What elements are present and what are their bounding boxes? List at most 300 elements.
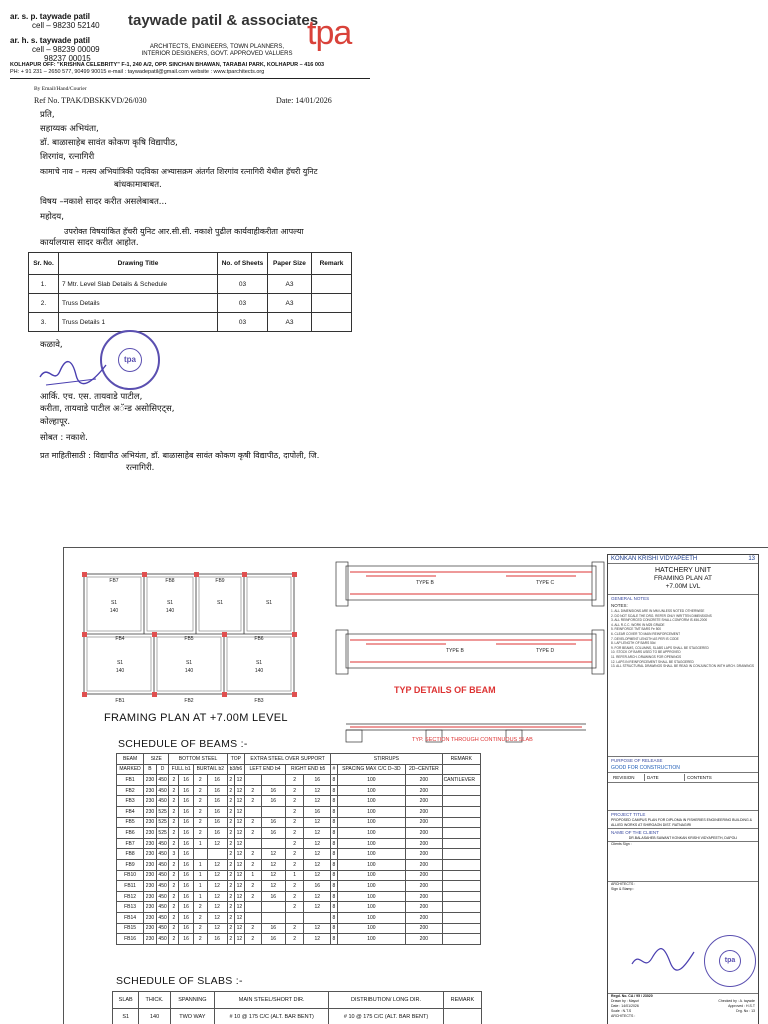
table-row xyxy=(117,912,481,923)
project-line3: +7.00M LVL xyxy=(665,583,701,590)
cell: 100 xyxy=(337,891,406,902)
cell: 8 xyxy=(331,902,337,913)
cell: 16 xyxy=(179,785,194,796)
registration-block xyxy=(608,993,758,1019)
cell: 1 xyxy=(286,870,304,881)
col-beam: BEAM xyxy=(117,754,144,765)
title-block-stamp xyxy=(704,935,756,987)
col-paper-size: Paper Size xyxy=(268,253,312,275)
table-row xyxy=(117,859,481,870)
cell: 450 xyxy=(156,891,169,902)
slab-thickness: 140 xyxy=(184,668,194,674)
cell: 16 xyxy=(261,785,286,796)
cell: 16 xyxy=(207,817,227,828)
architects-heading: ARCHITECTS : xyxy=(611,882,636,886)
cell: 2 xyxy=(169,859,179,870)
table-row xyxy=(117,923,481,934)
sheet-number: 13 xyxy=(748,556,755,562)
beam-mark-fb7: FB7 xyxy=(109,578,119,584)
framing-plan-title: FRAMING PLAN AT +7.00M LEVEL xyxy=(104,712,288,724)
cell: 200 xyxy=(406,934,442,945)
cell: # 10 @ 175 C/C (ALT. BAR BENT) xyxy=(214,1009,328,1024)
cell: 2 xyxy=(286,891,304,902)
cell: 200 xyxy=(406,775,442,786)
signatory-firm: करीता, तायवाडे पाटील अॅन्ड असोसिएट्स, xyxy=(40,404,175,414)
beam-mark-fb1: FB1 xyxy=(115,698,125,704)
col-stirrup-dia: # xyxy=(331,764,337,775)
cell xyxy=(245,902,262,913)
table-row xyxy=(117,785,481,796)
cell: 16 xyxy=(261,796,286,807)
cell: 8 xyxy=(331,849,337,860)
cell: 2 xyxy=(193,806,207,817)
drawing-scale: Scale : N.T.S xyxy=(611,1009,632,1013)
col-bottom-steel: BOTTOM STEEL xyxy=(169,754,227,765)
cell: 230 xyxy=(144,828,157,839)
enclosure-line: सोबत : नकाशे. xyxy=(40,433,88,443)
cell: 8 xyxy=(331,785,337,796)
architect-signature xyxy=(628,940,698,980)
table-row xyxy=(117,902,481,913)
note-item: 1. ALL DIMENSIONS ARE IN MM UNLESS NOTED OTHERWISE xyxy=(611,609,705,613)
cell: 2 xyxy=(286,785,304,796)
cell: FB9 xyxy=(117,859,144,870)
col-remark: Remark xyxy=(312,253,352,275)
cell: A3 xyxy=(268,294,312,313)
cell xyxy=(443,1009,481,1024)
col-contents: CONTENTS xyxy=(687,775,712,780)
cell: 16 xyxy=(179,859,194,870)
cell: 525 xyxy=(156,817,169,828)
firm-description xyxy=(122,44,312,58)
drawing-date: Date : 14/01/2026 xyxy=(611,1004,639,1008)
beam-mark-fb4: FB4 xyxy=(115,636,125,642)
stamp-text: tpa xyxy=(719,950,741,972)
cell: 2 xyxy=(169,817,179,828)
cell: 8 xyxy=(331,775,337,786)
cell xyxy=(261,775,286,786)
cell: 2 xyxy=(227,912,234,923)
cell: FB16 xyxy=(117,934,144,945)
slab-thickness: 140 xyxy=(115,668,125,674)
cell: 16 xyxy=(207,828,227,839)
cell: 200 xyxy=(406,902,442,913)
cell: 2 xyxy=(227,902,234,913)
cell: 12 xyxy=(304,923,331,934)
cell: 16 xyxy=(207,775,227,786)
cell: 12 xyxy=(234,891,244,902)
cell: 230 xyxy=(144,838,157,849)
firm-description-line2: INTERIOR DESIGNERS, GOVT. APPROVED VALUERS xyxy=(141,51,293,57)
col-sr-no: Sr. No. xyxy=(29,253,59,275)
cell: 2 xyxy=(169,912,179,923)
partner2-phone: cell – 98239 00009 xyxy=(32,45,100,54)
cell xyxy=(207,849,227,860)
cell: 230 xyxy=(144,881,157,892)
cell: 12 xyxy=(304,891,331,902)
notes-subheading: NOTES: xyxy=(611,603,628,608)
col-b: B xyxy=(144,764,157,775)
cell: 100 xyxy=(337,817,406,828)
cell: 230 xyxy=(144,912,157,923)
col-burtail-b2: BURTAIL b2 xyxy=(193,764,227,775)
cell: 8 xyxy=(331,838,337,849)
slab-mark: S1 xyxy=(265,600,273,606)
cell: 2 xyxy=(227,859,234,870)
signature xyxy=(36,355,116,395)
col-marked: MARKED xyxy=(117,764,144,775)
slab-mark: S1 xyxy=(255,660,263,666)
cell: 2 xyxy=(286,849,304,860)
cell: 12 xyxy=(304,828,331,839)
recipient-line1: सहाय्यक अभियंता, xyxy=(40,124,99,134)
body-line2: कार्यालयास सादर करीत आहोत. xyxy=(40,238,139,248)
cell: 2 xyxy=(227,838,234,849)
cell: 8 xyxy=(331,891,337,902)
cell: A3 xyxy=(268,275,312,294)
cell: 12 xyxy=(207,881,227,892)
cell: 12 xyxy=(304,934,331,945)
col-date: DATE xyxy=(645,774,685,781)
cell: 12 xyxy=(234,796,244,807)
table-row xyxy=(113,1009,482,1024)
cell: FB1 xyxy=(117,775,144,786)
cell xyxy=(442,912,480,923)
cell: FB13 xyxy=(117,902,144,913)
cell: 2 xyxy=(227,806,234,817)
beam-schedule-table xyxy=(116,753,481,945)
cell: 2 xyxy=(245,849,262,860)
cell: 16 xyxy=(179,870,194,881)
revision-header xyxy=(608,773,758,783)
cell: FB8 xyxy=(117,849,144,860)
slab-mark: S1 xyxy=(216,600,224,606)
client-heading: NAME OF THE CLIENT xyxy=(611,830,659,835)
client-full-name: DR.BALASAHEB SAWANT KONKAN KRISHI VIDYAPEETH, DAPOLI xyxy=(608,836,758,842)
cell xyxy=(261,806,286,817)
cell: 7 Mtr. Level Slab Details & Schedule xyxy=(59,275,218,294)
cell xyxy=(261,838,286,849)
cell: 1 xyxy=(193,891,207,902)
cell: 8 xyxy=(331,912,337,923)
cell: 450 xyxy=(156,881,169,892)
cell: 12 xyxy=(234,817,244,828)
cell xyxy=(442,806,480,817)
cell: 2 xyxy=(286,838,304,849)
cell: 2 xyxy=(227,870,234,881)
cell: 2 xyxy=(227,817,234,828)
cell: FB10 xyxy=(117,870,144,881)
table-row xyxy=(117,881,481,892)
cell xyxy=(442,796,480,807)
purpose-of-release: GOOD FOR CONSTRUCTION xyxy=(608,764,758,773)
cell: 2 xyxy=(286,775,304,786)
col-full-b1: FULL b1 xyxy=(169,764,193,775)
cell: 200 xyxy=(406,806,442,817)
cell: 12 xyxy=(234,838,244,849)
letter-date: Date: 14/01/2026 xyxy=(276,96,332,105)
cell: 100 xyxy=(337,775,406,786)
cell: 2 xyxy=(227,891,234,902)
cell: 2 xyxy=(169,785,179,796)
client-sign: Clients Sign : xyxy=(608,842,758,882)
cell: 16 xyxy=(261,828,286,839)
slab-thickness: 140 xyxy=(165,608,175,614)
table-row xyxy=(117,796,481,807)
cell: 12 xyxy=(261,849,286,860)
cell: 100 xyxy=(337,934,406,945)
reference-number: Ref No. TPAK/DBSKKVD/26/030 xyxy=(34,96,147,105)
cell: 2 xyxy=(227,923,234,934)
cell: 12 xyxy=(234,934,244,945)
architects-footer: ARCHITECTS : xyxy=(611,1014,636,1018)
cell: 450 xyxy=(156,838,169,849)
cell: Truss Details 1 xyxy=(59,313,218,332)
cell: 2 xyxy=(193,775,207,786)
cell: 2 xyxy=(169,870,179,881)
beam-mark-fb6: FB6 xyxy=(254,636,264,642)
cell: 12 xyxy=(207,912,227,923)
col-spanning: SPANNING xyxy=(170,992,214,1009)
cell: 450 xyxy=(156,785,169,796)
cell: 1 xyxy=(193,838,207,849)
approved-by: Approved : H.S.T xyxy=(728,1004,755,1008)
cell: 16 xyxy=(179,902,194,913)
table-row xyxy=(117,775,481,786)
cell: 12 xyxy=(207,859,227,870)
project-line2: FRAMING PLAN AT xyxy=(653,575,713,582)
cell: 12 xyxy=(234,912,244,923)
cell: 2 xyxy=(286,902,304,913)
cell: 16 xyxy=(179,828,194,839)
cell: 8 xyxy=(331,806,337,817)
note-item: 12. LAPS IN REINFORCEMENT SHALL BE STAGGERED xyxy=(611,659,694,664)
cell: 200 xyxy=(406,881,442,892)
title-block xyxy=(607,554,759,1024)
cell: 2 xyxy=(245,796,262,807)
cell xyxy=(261,912,286,923)
stamp-text: tpa xyxy=(118,348,142,372)
cell: 1. xyxy=(29,275,59,294)
cell: 2 xyxy=(286,859,304,870)
cell: 12 xyxy=(234,806,244,817)
cell: 12 xyxy=(207,891,227,902)
note-item: 3. ALL REINFORCED CONCRETE SHALL CONFORM IS 456-2000 xyxy=(611,618,708,623)
cell: 200 xyxy=(406,849,442,860)
cell: 12 xyxy=(234,775,244,786)
cell: 230 xyxy=(144,923,157,934)
col-remark: REMARK xyxy=(442,754,480,765)
cell: 16 xyxy=(304,806,331,817)
cell: 12 xyxy=(234,902,244,913)
cell xyxy=(312,313,352,332)
cell xyxy=(442,902,480,913)
framing-plan xyxy=(74,556,324,706)
cell xyxy=(442,870,480,881)
slab-thickness: 140 xyxy=(254,668,264,674)
subject-line: विषय –नकाशे सादर करीत असलेबाबत... xyxy=(40,197,167,207)
registration-number: Regd. No. CA / 95 / 23020 xyxy=(611,994,653,998)
cell: 12 xyxy=(234,849,244,860)
cell: 2 xyxy=(245,923,262,934)
cell: 230 xyxy=(144,870,157,881)
recipient-line3: शिरगांव, रत्नागिरी xyxy=(40,152,95,162)
copy-to-line1: प्रत माहितीसाठी : विद्यापीठ अभियंता, डॉ. बाळासाहेब सावंत कोकण कृषी विद्यापीठ, दापोली, जि. xyxy=(40,451,320,460)
beam-schedule-header xyxy=(117,754,481,765)
cell: 8 xyxy=(331,828,337,839)
col-spacing: SPACING MAX C/C D–3D xyxy=(337,764,406,775)
signatory-city: कोल्हापूर. xyxy=(40,417,71,427)
cell: 100 xyxy=(337,881,406,892)
cell: 2 xyxy=(227,775,234,786)
signatory-name: आर्कि. एच. एस. तायवाडे पाटील, xyxy=(40,392,143,402)
cell: Truss Details xyxy=(59,294,218,313)
cell: 16 xyxy=(179,796,194,807)
cell: 16 xyxy=(179,923,194,934)
cell xyxy=(304,912,331,923)
cell: 12 xyxy=(304,817,331,828)
letterhead-divider xyxy=(10,78,370,79)
beam-mark-fb2: FB2 xyxy=(184,698,194,704)
cell: 2 xyxy=(193,796,207,807)
beam-mark-fb9: FB9 xyxy=(215,578,225,584)
cell: 8 xyxy=(331,881,337,892)
cell: FB3 xyxy=(117,796,144,807)
type-label: TYPE B xyxy=(416,580,434,586)
cell: 3 xyxy=(169,849,179,860)
cell: 16 xyxy=(179,934,194,945)
architect-sign: Sign & Stamp : xyxy=(611,887,635,891)
cell: 2 xyxy=(169,902,179,913)
cell: 8 xyxy=(331,934,337,945)
cell: 16 xyxy=(179,912,194,923)
cell: 2 xyxy=(286,934,304,945)
general-notes xyxy=(608,609,758,757)
cell xyxy=(442,923,480,934)
cell: 230 xyxy=(144,775,157,786)
revision-rows xyxy=(608,783,758,811)
cell: 2 xyxy=(286,828,304,839)
col-slab: SLAB xyxy=(113,992,139,1009)
partners-contact xyxy=(10,12,100,63)
col-b3-b6: b3/b6 xyxy=(227,764,244,775)
table-row xyxy=(117,817,481,828)
cell: 12 xyxy=(207,838,227,849)
cell: 16 xyxy=(207,796,227,807)
cell: 100 xyxy=(337,806,406,817)
cell: 12 xyxy=(234,828,244,839)
cell: 16 xyxy=(304,881,331,892)
beam-schedule-subheader xyxy=(117,764,481,775)
cell: A3 xyxy=(268,313,312,332)
note-item: 13. ALL STRUCTURAL DRAWINGS SHALL BE READ IN CONJUNCTION WITH ARCH. DRAWINGS xyxy=(611,664,755,669)
cell: 12 xyxy=(207,870,227,881)
cell: 230 xyxy=(144,891,157,902)
cell xyxy=(245,806,262,817)
note-item: 11. REFER ARCH. DRAWINGS FOR OPENINGS xyxy=(611,654,682,659)
cell: 450 xyxy=(156,934,169,945)
cell: 200 xyxy=(406,796,442,807)
cell: 03 xyxy=(218,275,268,294)
cell: 2 xyxy=(169,838,179,849)
table-row xyxy=(117,934,481,945)
cell: 450 xyxy=(156,902,169,913)
cell: 230 xyxy=(144,849,157,860)
cell: 2 xyxy=(245,891,262,902)
col-d: D xyxy=(156,764,169,775)
table-row xyxy=(117,891,481,902)
cell: 12 xyxy=(304,785,331,796)
cell: 230 xyxy=(144,902,157,913)
cell xyxy=(442,934,480,945)
cell xyxy=(442,838,480,849)
cell: FB14 xyxy=(117,912,144,923)
slab-mark: S1 xyxy=(110,600,118,606)
cell: 8 xyxy=(331,817,337,828)
slab-mark: S1 xyxy=(116,660,124,666)
cell: 2 xyxy=(286,796,304,807)
cell: 450 xyxy=(156,870,169,881)
cell: 16 xyxy=(261,934,286,945)
cell: FB12 xyxy=(117,891,144,902)
cell: 1 xyxy=(245,870,262,881)
slab-schedule-table xyxy=(112,991,482,1024)
cell: 100 xyxy=(337,828,406,839)
note-item: 5. REINFORCE TMT BARS Fe 500 xyxy=(611,627,662,632)
salutation: महोदय, xyxy=(40,212,64,222)
cell: FB11 xyxy=(117,881,144,892)
drawing-number: Drg. No : 13 xyxy=(736,1009,755,1013)
cell: 03 xyxy=(218,313,268,332)
cell: 230 xyxy=(144,934,157,945)
note-item: 9. FOR BEAMS, COLUMNS, SLABS LAPS SHALL BE STAGGERED xyxy=(611,645,709,650)
slab-mark: S1 xyxy=(185,660,193,666)
cell: 2 xyxy=(245,817,262,828)
col-main-steel: MAIN STEEL/SHORT DIR. xyxy=(214,992,328,1009)
cell: 140 xyxy=(139,1009,170,1024)
beam-mark-fb5: FB5 xyxy=(184,636,194,642)
cell: 16 xyxy=(207,806,227,817)
col-size: SIZE xyxy=(144,754,169,765)
drawing-title xyxy=(608,564,758,595)
cell: 1 xyxy=(193,870,207,881)
cell: 100 xyxy=(337,902,406,913)
partner1-phone: cell – 98230 52140 xyxy=(32,21,100,30)
cell: FB6 xyxy=(117,828,144,839)
beam-schedule-title: SCHEDULE OF BEAMS :- xyxy=(118,738,248,750)
cell: 200 xyxy=(406,785,442,796)
cell: 525 xyxy=(156,828,169,839)
cell: 200 xyxy=(406,838,442,849)
cell: 2 xyxy=(169,891,179,902)
drawings-table xyxy=(28,252,352,332)
project-title-heading: PROJECT TITLE xyxy=(611,812,646,817)
cell: 16 xyxy=(179,838,194,849)
cell: 12 xyxy=(304,859,331,870)
cell: 2 xyxy=(193,934,207,945)
partner1-name: ar. s. p. taywade patil xyxy=(10,12,91,21)
cell xyxy=(442,859,480,870)
cell: 100 xyxy=(337,796,406,807)
cell: 12 xyxy=(234,785,244,796)
slab-schedule-header xyxy=(113,992,482,1009)
cell: 12 xyxy=(304,870,331,881)
cell: 100 xyxy=(337,923,406,934)
cell: 450 xyxy=(156,912,169,923)
cell: 2 xyxy=(227,796,234,807)
cell: 2 xyxy=(193,817,207,828)
structural-drawing xyxy=(63,547,768,1024)
